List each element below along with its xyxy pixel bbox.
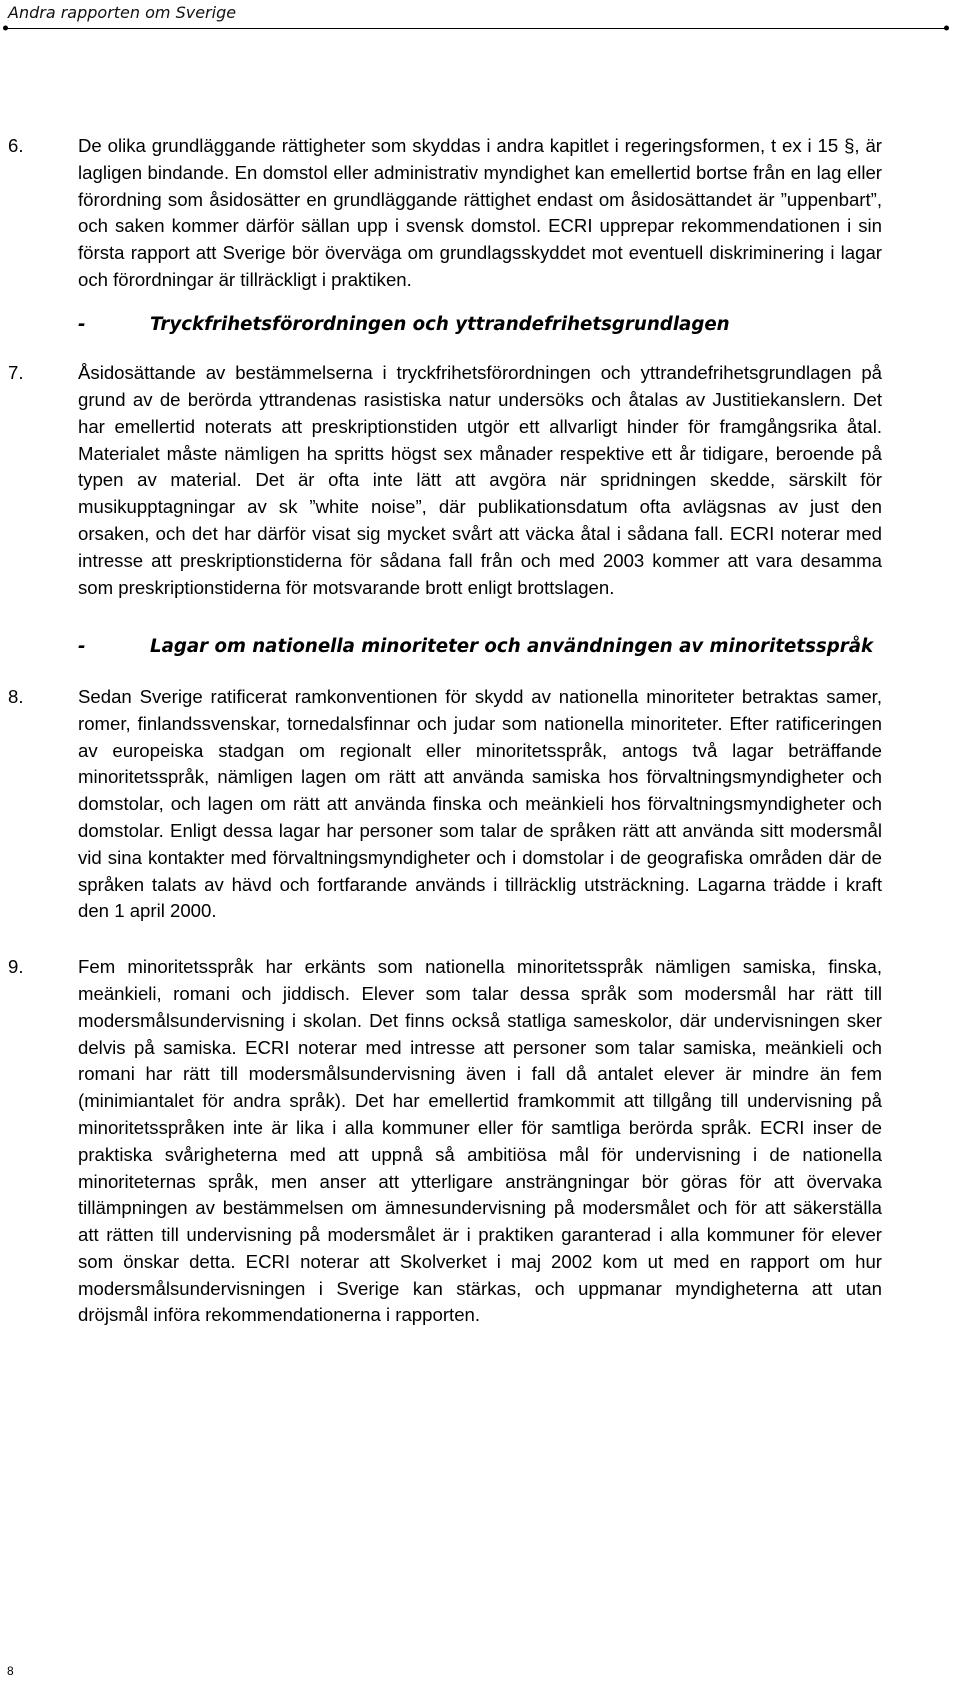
section-heading-press-freedom <box>78 312 882 339</box>
document-body <box>8 133 882 1329</box>
heading-dash: - <box>78 636 86 658</box>
paragraph-7 <box>8 360 882 601</box>
header-rule-left-dot <box>3 25 8 30</box>
paragraph-9 <box>8 954 882 1329</box>
paragraph-8 <box>8 684 882 925</box>
paragraph-text: De olika grundläggande rättigheter som skyddas i andra kapitlet i regeringsformen, t ex i 15 §, är lagligen bindande. En domstol eller administrativ myndighet kan emellertid bortse från en lag eller förordning som åsidosätter en grundläggande rättighet endast om åsidosättandet är ”uppenbart”, och saken kommer därför sällan upp i svensk domstol. ECRI upprepar rekommendationen i sin första rapport att Sverige bör överväga om grundlagsskyddet mot eventuell diskriminering i lagar och förordningar är tillräckligt i praktiken. <box>78 135 882 290</box>
heading-dash: - <box>78 313 86 335</box>
page-number: 8 <box>7 1664 14 1678</box>
paragraph-6 <box>8 133 882 294</box>
paragraph-number: 9. <box>8 956 24 978</box>
heading-text: Tryckfrihetsförordningen och yttrandefrihetsgrundlagen <box>150 313 730 335</box>
running-header: Andra rapporten om Sverige <box>8 3 237 22</box>
heading-text: Lagar om nationella minoriteter och användningen av minoritetsspråk <box>150 636 874 658</box>
header-rule <box>6 28 946 29</box>
paragraph-number: 6. <box>8 135 24 156</box>
paragraph-number: 8. <box>8 685 24 707</box>
paragraph-text: Åsidosättande av bestämmelserna i tryckfrihetsförordningen och yttrandefrihetsgrundlagen på grund av de berörda yttrandenas rasistiska natur undersöks och åtalas av Justitiekanslern. Det har emellertid noterats att preskriptionstiden utgör ett allvarligt hinder för framgångsrika åtal. Materialet måste nämligen ha spritts högst sex månader respektive ett år tidigare, beroende på typen av material. Det är ofta inte lätt att avgöra när spridningen skedde, särskilt för musikupptagningar av sk ”white noise”, där publikationsdatum ofta avlägsnas av just den orsaken, och det har därför visat sig mycket svårt att väcka åtal i sådana fall. ECRI noterar med intresse att preskriptionstiderna för sådana fall från och med 2003 kommer att vara desamma som preskriptionstiderna för motsvarande brott enligt brottslagen. <box>78 362 882 598</box>
paragraph-text: Fem minoritetsspråk har erkänts som nationella minoritetsspråk nämligen samiska, finska, meänkieli, romani och jiddisch. Elever som talar dessa språk som modersmål har rätt till modersmålsundervisning i skolan. Det finns också statliga sameskolor, där undervisningen sker delvis på samiska. ECRI noterar med intresse att personer som talar samiska, meänkieli och romani har rätt till modersmålsundervisning även i fall då antalet elever är mindre än fem (minimiantalet för andra språk). Det har emellertid framkommit att tillgång till undervisning på minoritetsspråken inte är lika i alla kommuner eller för samtliga berörda språk. ECRI inser de praktiska svårigheterna med att uppnå så ambitiösa mål för undervisning i de nationella minoriteternas språk, men anser att ytterligare ansträngningar bör göras för att övervaka tillämpningen av bestämmelsen om ämnesundervisning på modersmålet och för att säkerställa att rätten till undervisning på modersmålet är i praktiken garanterad i alla kommuner för elever som önskar detta. ECRI noterar att Skolverket i maj 2002 kom ut med en rapport om hur modersmålsundervisningen i Sverige kan stärkas, och uppmanar myndigheterna att utan dröjsmål införa rekommendationerna i rapporten. <box>78 956 882 1326</box>
paragraph-number: 7. <box>8 362 24 384</box>
paragraph-text: Sedan Sverige ratificerat ramkonventionen för skydd av nationella minoriteter betraktas samer, romer, finlandssvenskar, tornedalsfinnar och judar som nationella minoriteter. Efter ratificeringen av europeiska stadgan om regionalt eller minoritetsspråk, antogs två lagar beträffande minoritetsspråk, nämligen lagen om rätt att använda samiska hos förvaltningsmyndigheter och domstolar, och lagen om rätt att använda finska och meänkieli hos förvaltningsmyndigheter och domstolar. Enligt dessa lagar har personer som talar de språken rätt att använda sitt modersmål vid sina kontakter med förvaltningsmyndigheter och i domstolar i de geografiska områden där de språken talats av hävd och fortfarande används i tillräcklig utsträckning. Lagarna trädde i kraft den 1 april 2000. <box>78 685 882 922</box>
header-rule-right-dot <box>944 25 949 30</box>
section-heading-minorities <box>78 634 882 661</box>
